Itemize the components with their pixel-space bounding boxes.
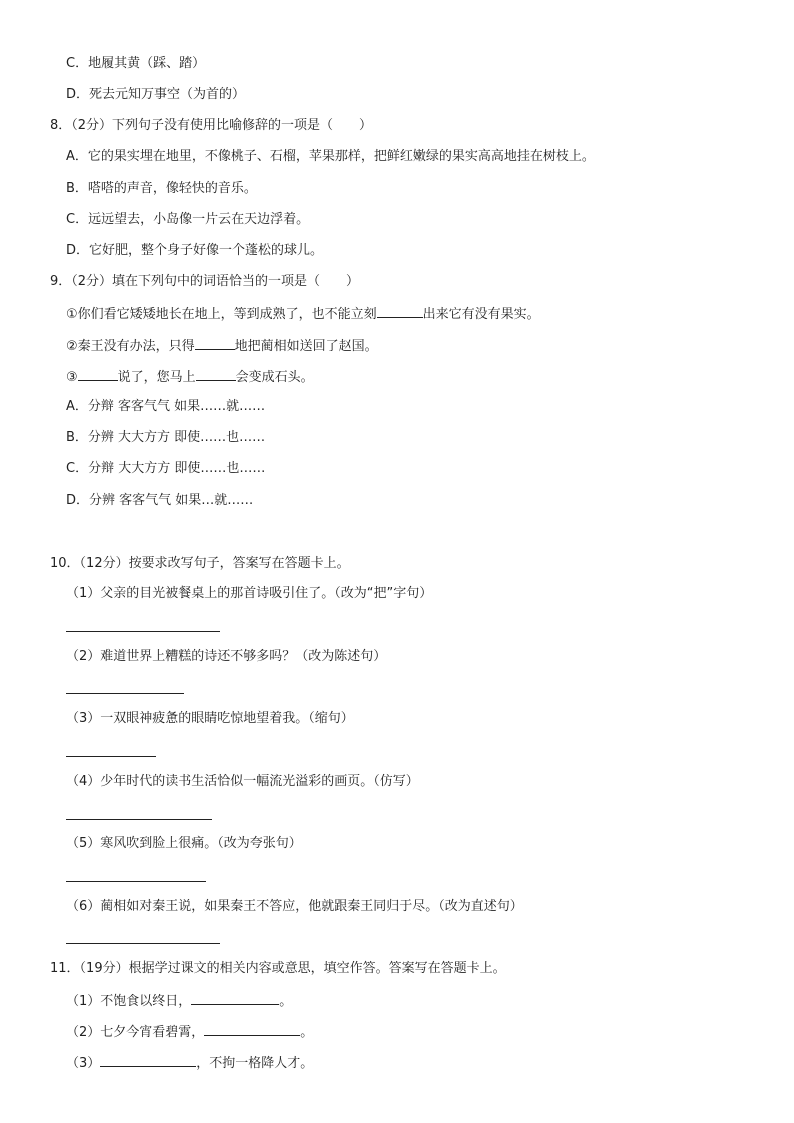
q10-part-4: （4）少年时代的读书生活恰似一幅流光溢彩的画页。（仿写） — [66, 774, 419, 789]
q11-p1-before: （1）不饱食以终日， — [66, 994, 192, 1009]
q9-s2-before: ②秦王没有办法，只得 — [66, 339, 195, 354]
q9-s1-after: 出来它有没有果实。 — [422, 307, 540, 322]
q8-stem: 8．（2分）下列句子没有使用比喻修辞的一项是（ ） — [50, 118, 373, 133]
q11-p1-after: 。 — [279, 994, 293, 1009]
q11-p2-blank — [204, 1022, 300, 1036]
q11-p2-before: （2）七夕今宵看碧霄， — [66, 1025, 205, 1040]
q9-option-b: B．分辨 大大方方 即使……也…… — [66, 430, 266, 445]
q11-part-3 — [66, 1053, 313, 1073]
q9-stem: 9．（2分）填在下列句中的词语恰当的一项是（ ） — [50, 274, 360, 289]
q10-answer-line-4 — [66, 819, 212, 820]
q8-option-a: A．它的果实埋在地里，不像桃子、石榴，苹果那样，把鲜红嫩绿的果实高高地挂在树枝上。 — [66, 149, 595, 164]
q10-part-1: （1）父亲的目光被餐桌上的那首诗吸引住了。（改为“把”字句） — [66, 586, 433, 601]
q9-option-c: C．分辩 大大方方 即使……也…… — [66, 461, 266, 476]
q7-option-d: D．死去元知万事空（为首的） — [66, 87, 246, 102]
q9-s1-blank — [377, 304, 423, 318]
q10-stem: 10．（12分）按要求改写句子，答案写在答题卡上。 — [50, 556, 350, 571]
q9-s3-before: ③ — [66, 370, 78, 385]
q11-part-1 — [66, 991, 292, 1011]
q9-s3-middle: 说了，您马上 — [117, 370, 196, 385]
q10-part-3: （3）一双眼神疲惫的眼睛吃惊地望着我。（缩句） — [66, 711, 354, 726]
q9-option-a: A．分辩 客客气气 如果……就…… — [66, 399, 266, 414]
q10-answer-line-3 — [66, 756, 156, 757]
q7-option-c: C．地履其黄（踩、踏） — [66, 56, 206, 71]
q9-s2-blank — [195, 336, 235, 350]
q11-part-2 — [66, 1022, 313, 1042]
q10-part-2: （2）难道世界上糟糕的诗还不够多吗？（改为陈述句） — [66, 649, 387, 664]
q10-answer-line-1 — [66, 631, 220, 632]
q9-sentence-3 — [66, 367, 314, 387]
q9-s3-after: 会变成石头。 — [235, 370, 314, 385]
q11-p2-after: 。 — [300, 1025, 314, 1040]
q11-p3-blank — [100, 1053, 196, 1067]
q9-s3-blank-1 — [78, 367, 118, 381]
q11-stem: 11．（19分）根据学过课文的相关内容或意思，填空作答。答案写在答题卡上。 — [50, 961, 506, 976]
q8-option-c: C．远远望去，小岛像一片云在天边浮着。 — [66, 212, 310, 227]
q11-p3-after: ，不拘一格降人才。 — [196, 1056, 314, 1071]
q9-sentence-2 — [66, 336, 378, 356]
q9-sentence-1 — [66, 304, 540, 324]
q9-s2-after: 地把蔺相如送回了赵国。 — [234, 339, 378, 354]
q10-answer-line-2 — [66, 693, 184, 694]
q10-answer-line-5 — [66, 881, 206, 882]
q9-s1-before: ①你们看它矮矮地长在地上，等到成熟了，也不能立刻 — [66, 307, 377, 322]
q8-option-b: B．嗒嗒的声音，像轻快的音乐。 — [66, 181, 257, 196]
q8-option-d: D．它好肥，整个身子好像一个蓬松的球儿。 — [66, 243, 324, 258]
q11-p1-blank — [191, 991, 279, 1005]
q10-part-6: （6）蔺相如对秦王说，如果秦王不答应，他就跟秦王同归于尽。（改为直述句） — [66, 899, 523, 914]
q9-option-d: D．分辨 客客气气 如果…就…… — [66, 493, 254, 508]
q10-part-5: （5）寒风吹到脸上很痛。（改为夸张句） — [66, 836, 302, 851]
q11-p3-before: （3） — [66, 1056, 101, 1071]
q10-answer-line-6 — [66, 943, 220, 944]
q9-s3-blank-2 — [196, 367, 236, 381]
